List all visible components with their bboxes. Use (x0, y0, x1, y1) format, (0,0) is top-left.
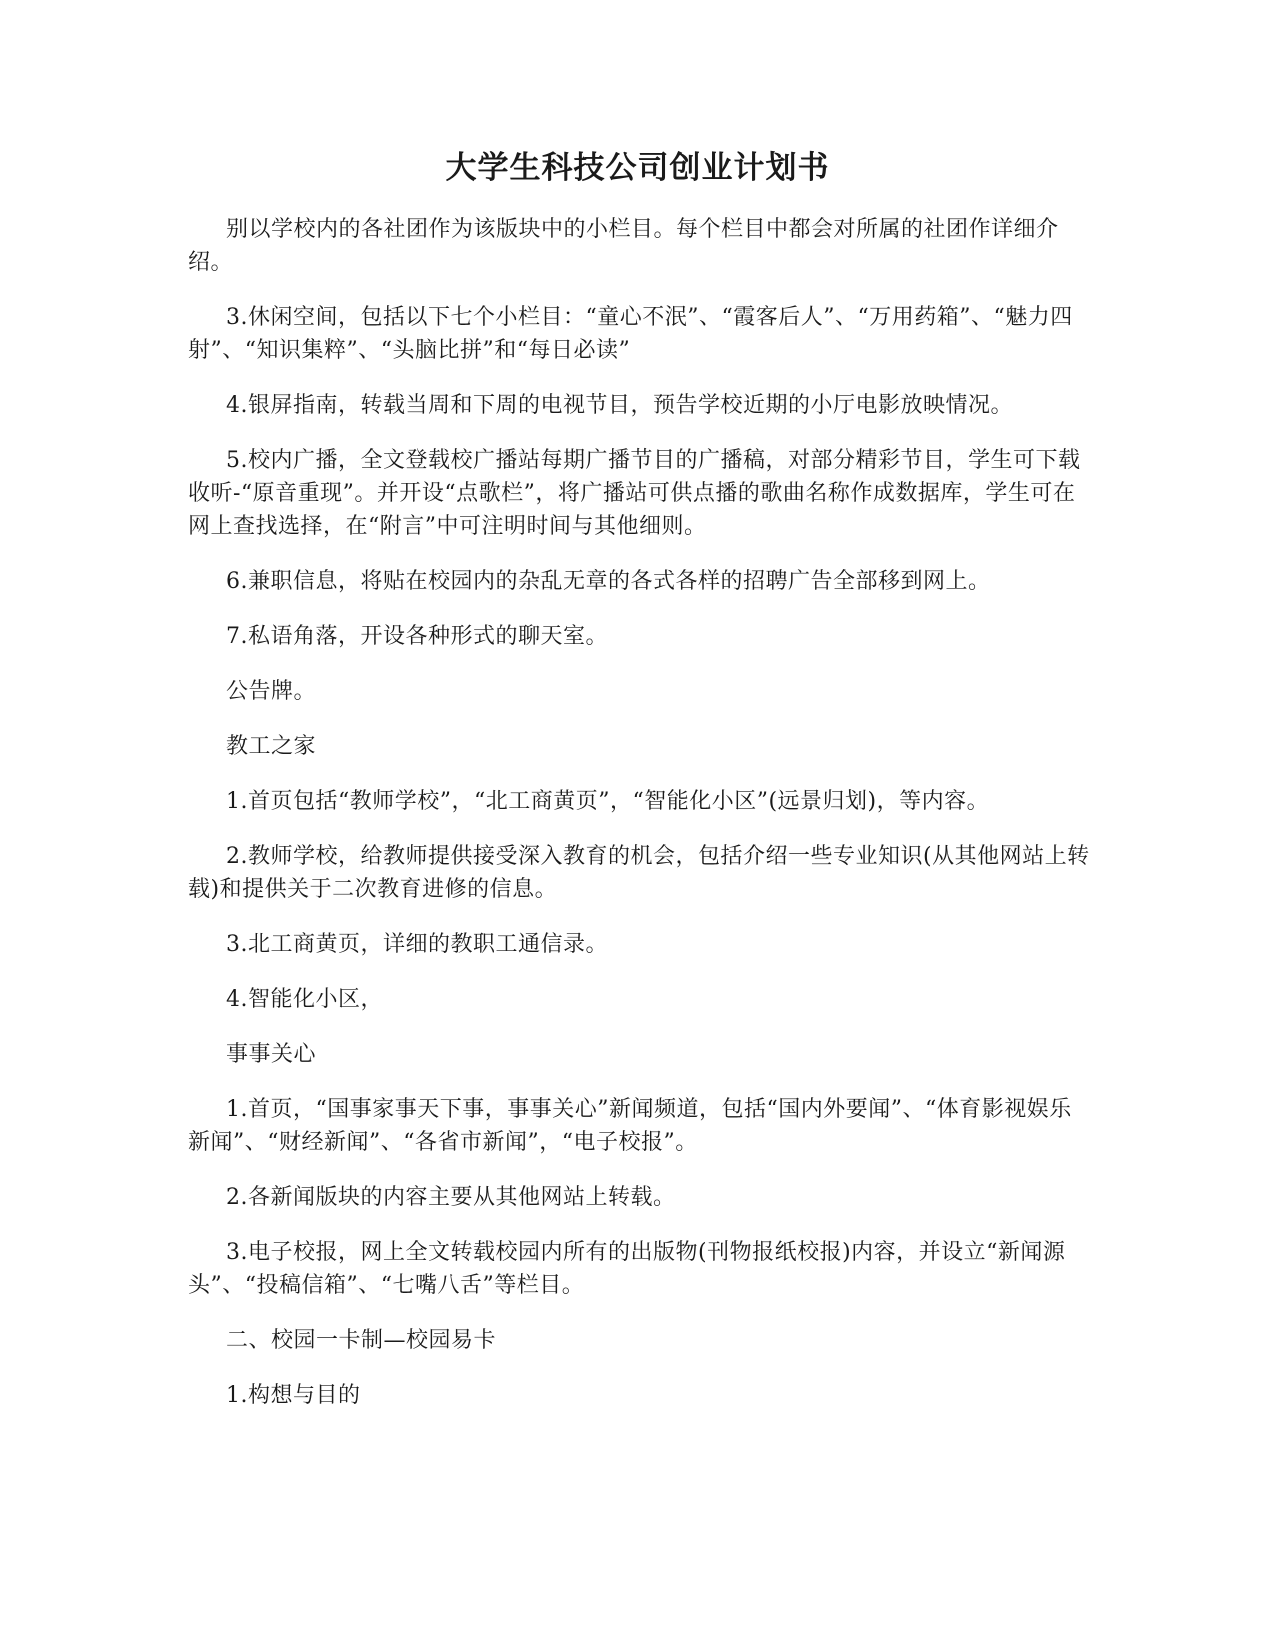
document-body (188, 213, 1093, 1434)
paragraph: 6.兼职信息，将贴在校园内的杂乱无章的各式各样的招聘广告全部移到网上。 (226, 569, 991, 594)
paragraph: 5.校内广播，全文登载校广播站每期广播节目的广播稿，对部分精彩节目，学生可下载收听-“原音重现”。并开设“点歌栏”，将广播站可供点播的歌曲名称作成数据库，学生可在网上查找选择，在“附言”中可注明时间与其他细则。 (188, 448, 1081, 539)
paragraph: 3.休闲空间，包括以下七个小栏目：“童心不泯”、“霞客后人”、“万用药箱”、“魅力四射”、“知识集粹”、“头脑比拼”和“每日必读” (188, 305, 1073, 363)
section-heading: 教工之家 (226, 734, 317, 759)
section-heading: 事事关心 (226, 1042, 317, 1067)
paragraph: 2.教师学校，给教师提供接受深入教育的机会，包括介绍一些专业知识(从其他网站上转载)和提供关于二次教育进修的信息。 (188, 844, 1090, 902)
paragraph: 别以学校内的各社团作为该版块中的小栏目。每个栏目中都会对所属的社团作详细介绍。 (188, 217, 1059, 275)
document-title: 大学生科技公司创业计划书 (445, 150, 830, 186)
paragraph: 公告牌。 (226, 679, 317, 704)
paragraph: 3.电子校报，网上全文转载校园内所有的出版物(刊物报纸校报)内容，并设立“新闻源头”、“投稿信箱”、“七嘴八舌”等栏目。 (188, 1240, 1066, 1298)
paragraph: 1.首页包括“教师学校”，“北工商黄页”，“智能化小区”(远景归划)，等内容。 (226, 789, 990, 814)
section-heading: 二、校园一卡制—校园易卡 (226, 1328, 497, 1353)
paragraph: 7.私语角落，开设各种形式的聊天室。 (226, 624, 608, 649)
paragraph: 1.构想与目的 (226, 1383, 361, 1408)
paragraph: 1.首页，“国事家事天下事，事事关心”新闻频道，包括“国内外要闻”、“体育影视娱乐新闻”、“财经新闻”、“各省市新闻”，“电子校报”。 (188, 1097, 1072, 1155)
paragraph: 4.银屏指南，转载当周和下周的电视节目，预告学校近期的小厅电影放映情况。 (226, 393, 1013, 418)
paragraph: 4.智能化小区， (226, 987, 383, 1012)
paragraph: 2.各新闻版块的内容主要从其他网站上转载。 (226, 1185, 676, 1210)
paragraph: 3.北工商黄页，详细的教职工通信录。 (226, 932, 608, 957)
